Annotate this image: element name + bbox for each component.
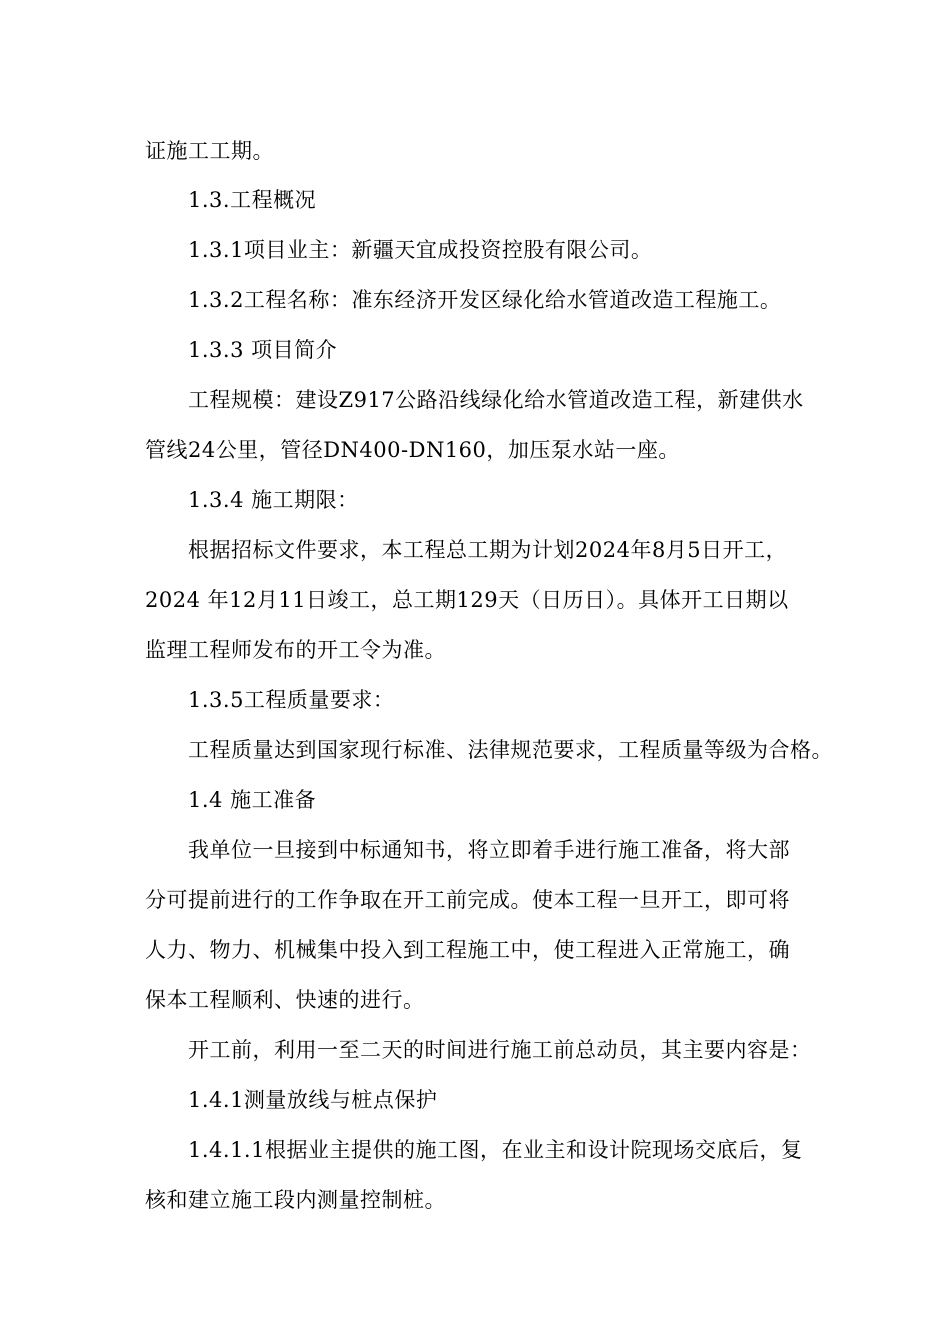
- heading-1-4-1: 1.4.1测量放线与桩点保护: [188, 1088, 438, 1112]
- text-line-prep-4: 保本工程顺利、快速的进行。: [145, 988, 425, 1012]
- text-line-schedule-2: 2024 年12月11日竣工，总工期129天（日历日）。具体开工日期以: [145, 588, 789, 612]
- text-line-scale-cont: 管线24公里，管径DN400-DN160，加压泵水站一座。: [145, 438, 680, 462]
- text-line-prep-1: 我单位一旦接到中标通知书，将立即着手进行施工准备，将大部: [188, 838, 790, 862]
- heading-1-4: 1.4 施工准备: [188, 788, 317, 812]
- text-line-prep-2: 分可提前进行的工作争取在开工前完成。使本工程一旦开工，即可将: [145, 888, 790, 912]
- text-line-scale: 工程规模：建设Z917公路沿线绿化给水管道改造工程，新建供水: [188, 388, 804, 412]
- text-line-continuation: 证施工工期。: [145, 139, 274, 163]
- text-line-schedule-3: 监理工程师发布的开工令为准。: [145, 638, 446, 662]
- text-line-owner: 1.3.1项目业主：新疆天宜成投资控股有限公司。: [188, 238, 653, 262]
- heading-1-3-3: 1.3.3 项目简介: [188, 338, 338, 362]
- text-line-mobilization: 开工前，利用一至二天的时间进行施工前总动员，其主要内容是：: [188, 1038, 812, 1062]
- heading-1-3-4: 1.3.4 施工期限：: [188, 488, 359, 512]
- text-line-quality: 工程质量达到国家现行标准、法律规范要求，工程质量等级为合格。: [188, 738, 833, 762]
- text-line-prep-3: 人力、物力、机械集中投入到工程施工中，使工程进入正常施工，确: [145, 938, 790, 962]
- heading-1-3-5: 1.3.5工程质量要求：: [188, 688, 395, 712]
- text-line-survey-2: 核和建立施工段内测量控制桩。: [145, 1188, 446, 1212]
- heading-1-3: 1.3.工程概况: [188, 188, 317, 212]
- text-line-schedule-1: 根据招标文件要求，本工程总工期为计划2024年8月5日开工，: [188, 538, 788, 562]
- text-line-survey-1: 1.4.1.1根据业主提供的施工图，在业主和设计院现场交底后，复: [188, 1138, 803, 1162]
- text-line-project-name: 1.3.2工程名称：准东经济开发区绿化给水管道改造工程施工。: [188, 288, 782, 312]
